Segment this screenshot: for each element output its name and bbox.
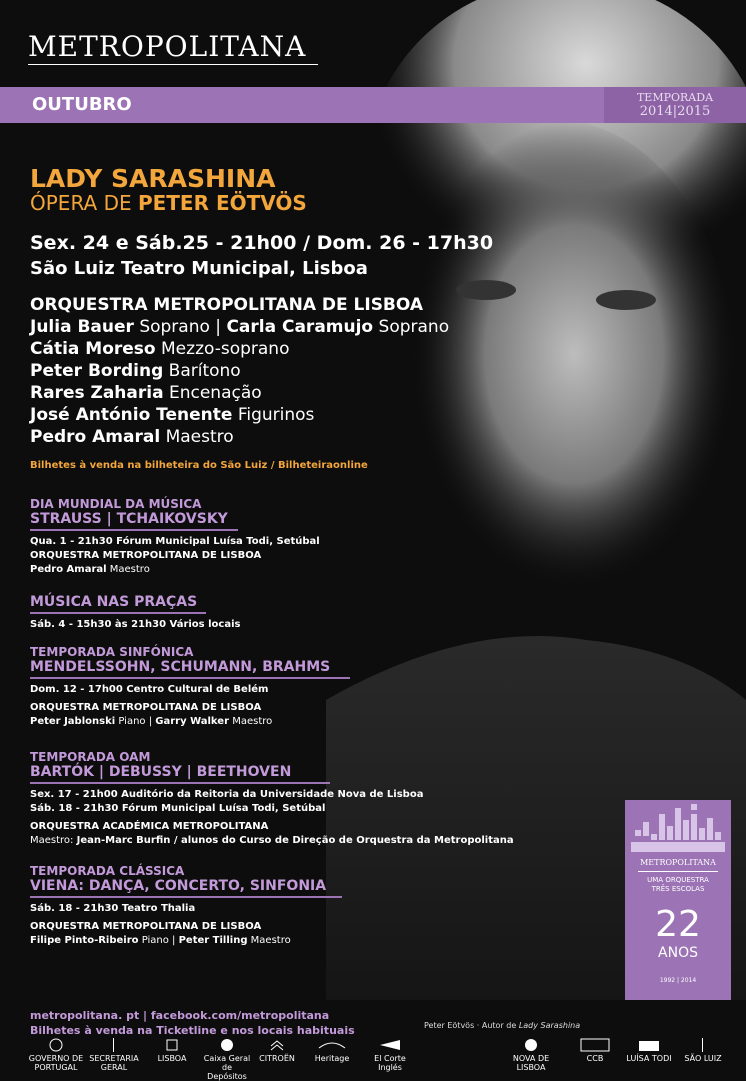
section-rule [30,782,330,784]
section-program: MENDELSSOHN, SCHUMANN, BRAHMS [30,659,331,675]
badge-subtitle-2: TRÊS ESCOLAS [651,885,705,893]
badge-subtitle-1: UMA ORQUESTRA [647,876,709,884]
cast-line: Rares Zaharia Encenação [30,383,262,403]
section-heading: TEMPORADA SINFÓNICA [30,645,194,659]
feature-title: LADY SARASHINA [30,164,276,193]
photo-caption: Peter Eötvös · Autor de Lady Sarashina [424,1021,581,1030]
month-bar [0,87,604,123]
event-section [30,645,350,729]
badge-years-label: ANOS [658,945,698,961]
section-rule [30,896,342,898]
season-years: 2014|2015 [639,104,711,119]
ccb-icon [580,1038,610,1052]
brand-underline [28,64,318,65]
sponsor-logo: CITROËN [254,1038,300,1063]
badge-rule [638,871,718,872]
sponsor-logo: LUÍSA TODI [624,1038,674,1063]
divider-icon [702,1038,704,1052]
anniversary-badge [625,800,731,1000]
section-date: Sex. 17 - 21h00 Auditório da Reitoria da Universidade Nova de Lisboa [30,789,424,800]
feature-venue: São Luiz Teatro Municipal, Lisboa [30,258,368,279]
eci-icon [378,1038,402,1052]
sponsor-logo: CCB [578,1038,612,1063]
section-date: Dom. 12 - 17h00 Centro Cultural de Belém [30,684,269,695]
section-orchestra: ORQUESTRA METROPOLITANA DE LISBOA [30,550,262,561]
citroen-icon [269,1038,285,1052]
section-date-2: Sáb. 18 - 21h30 Fórum Municipal Luísa Todi, Setúbal [30,803,326,814]
government-icon [49,1038,63,1052]
cast-line: Pedro Amaral Maestro [30,427,234,447]
season-box [604,87,746,123]
season-label: TEMPORADA [636,91,714,104]
todi-icon [637,1038,661,1052]
divider-icon [113,1038,115,1052]
cgd-icon [220,1038,234,1052]
pixel-pattern-icon [625,800,731,852]
sponsor-logo: El Corte Inglés [364,1038,416,1072]
section-program: BARTÓK | DEBUSSY | BEETHOVEN [30,764,292,780]
sponsor-logo: NOVA DE LISBOA [498,1038,564,1072]
feature-tickets: Bilhetes à venda na bilheteira do São Luiz / Bilheteiraonline [30,460,368,471]
feature-subtitle: ÓPERA DE PETER EÖTVÖS [30,191,307,215]
section-program: VIENA: DANÇA, CONCERTO, SINFONIA [30,878,327,894]
section-orchestra: ORQUESTRA METROPOLITANA DE LISBOA [30,702,262,713]
sponsor-logo: GOVERNO DE PORTUGAL [28,1038,84,1072]
badge-year-range: 1992 | 2014 [659,977,697,984]
section-rule [30,612,206,614]
badge-number: 22 [655,904,701,945]
cast-line: José António Tenente Figurinos [30,405,315,425]
section-heading: DIA MUNDIAL DA MÚSICA [30,497,202,511]
section-heading: TEMPORADA OAM [30,750,151,764]
nova-icon [524,1038,538,1052]
brand-logo: METROPOLITANA [28,30,307,63]
section-program: STRAUSS | TCHAIKOVSKY [30,511,228,527]
cast-line: Cátia Moreso Mezzo-soprano [30,339,290,359]
feature-orchestra: ORQUESTRA METROPOLITANA DE LISBOA [30,295,424,315]
section-artists: Peter Jablonski Piano | Garry Walker Maestro [30,716,273,727]
footer-links[interactable]: metropolitana. pt | facebook.com/metropolitana [30,1009,330,1022]
section-orchestra: ORQUESTRA ACADÉMICA METROPOLITANA [30,821,269,832]
sponsor-logo: SÃO LUIZ [678,1038,728,1063]
event-section [30,864,342,948]
badge-brand: METROPOLITANA [640,858,716,867]
sponsor-logo: Heritage [302,1038,362,1063]
heritage-icon [317,1038,347,1052]
section-artists: Maestro: Jean-Marc Burfin / alunos do Curso de Direção de Orquestra da Metropolitana [30,835,514,846]
event-section [30,750,514,848]
sponsor-logo: LISBOA [144,1038,200,1063]
footer-tickets: Bilhetes à venda na Ticketline e nos locais habituais [30,1024,355,1037]
section-date: Qua. 1 - 21h30 Fórum Municipal Luísa Todi, Setúbal [30,536,320,547]
feature-cast [30,316,449,448]
section-date: Sáb. 18 - 21h30 Teatro Thalia [30,903,196,914]
section-rule [30,529,238,531]
section-program: MÚSICA NAS PRAÇAS [30,594,198,610]
event-section [30,594,240,632]
event-section [30,497,320,577]
cast-line: Peter Bording Barítono [30,361,241,381]
lisboa-icon [165,1038,179,1052]
sponsor-logos [0,1028,746,1081]
section-rule [30,677,350,679]
section-orchestra: ORQUESTRA METROPOLITANA DE LISBOA [30,921,262,932]
section-artists: Pedro Amaral Maestro [30,564,150,575]
sponsor-logo: Caixa Geral de Depósitos [202,1038,252,1081]
feature-dates: Sex. 24 e Sáb.25 - 21h00 / Dom. 26 - 17h30 [30,232,494,254]
section-artists: Filipe Pinto-Ribeiro Piano | Peter Tilling Maestro [30,935,291,946]
section-heading: TEMPORADA CLÁSSICA [30,864,185,878]
sponsor-logo: SECRETARIA GERAL [86,1038,142,1072]
section-date: Sáb. 4 - 15h30 às 21h30 Vários locais [30,619,241,630]
cast-line: Julia Bauer Soprano | Carla Caramujo Soprano [30,317,450,337]
month-label: OUTUBRO [32,94,132,115]
